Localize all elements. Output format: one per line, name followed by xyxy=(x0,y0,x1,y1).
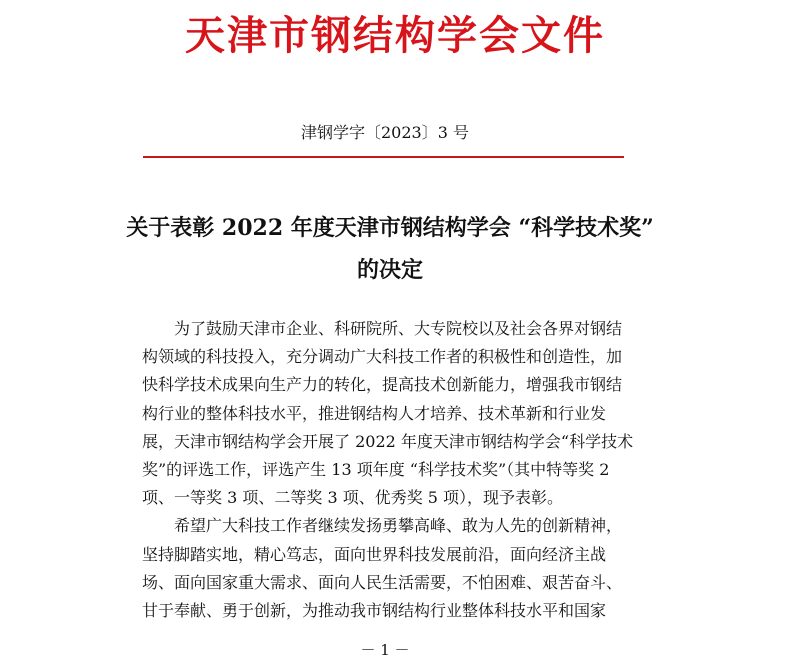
document-title xyxy=(90,207,690,291)
document-header-title: 天津市钢结构学会文件 xyxy=(185,12,605,59)
header-divider xyxy=(143,156,624,158)
body-paragraph-1: 为了鼓励天津市企业、科研院所、大专院校以及社会各界对钢结构领域的科技投入，充分调动广大科技工作者的积极性和创造性，加快科学技术成果向生产力的转化，提高技术创新能力，增强我市钢结构行业的整体科技水平，推进钢结构人才培养、技术革新和行业发展，天津市钢结构学会开展了 2022 年度天津市钢结构学会“科学技术奖”的评选工作，评选产生 13 项年度 “科学技术奖”（其中特等奖 2 项、一等奖 3 项、二等奖 3 项、优秀奖 5 项），现予表彰。 xyxy=(142,319,634,508)
document-body xyxy=(142,315,636,625)
body-paragraph-2: 希望广大科技工作者继续发扬勇攀高峰、敢为人先的创新精神，坚持脚踏实地，精心笃志，面向世界科技发展前沿，面向经济主战场、面向国家重大需求、面向人民生活需要，不怕困难、艰苦奋斗、甘于奉献、勇于创新，为推动我市钢结构行业整体科技水平和国家 xyxy=(142,516,623,621)
document-title-line-2: 的决定 xyxy=(356,257,423,283)
page-number: － 1 － xyxy=(360,641,410,659)
document-title-line-1: 关于表彰 2022 年度天津市钢结构学会 “科学技术奖” xyxy=(126,215,654,241)
document-number: 津钢学字〔2023〕3 号 xyxy=(301,123,469,142)
